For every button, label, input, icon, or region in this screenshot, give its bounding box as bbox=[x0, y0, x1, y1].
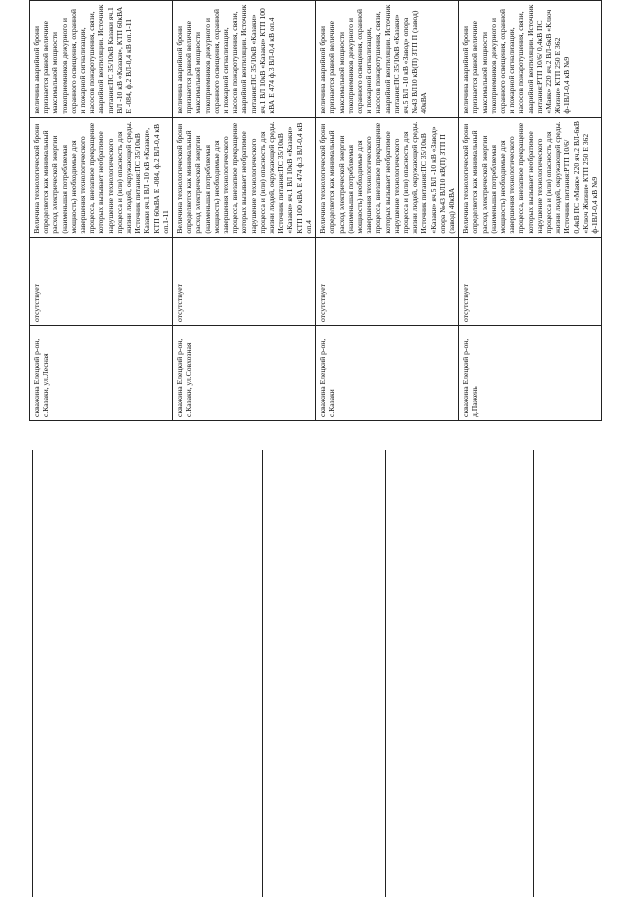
status-cell: отсутствует bbox=[316, 237, 459, 325]
technological-armor-cell: Величина технологической брони определяется как минимальный расход электрической энергии (наименьшая потребляемая мощность) необходимые для завершения технологического процесса, внезапное прекращение которых вызывает необратимое нарушение технологического процесса и (или) опасность для жизни людей, окружающей среды. Источник питания:ПС 35/10кВ «Казаки» яч.1 ВЛ 10кВ «Казаки» КТП 100 кВА Е 474 ф.3 ВЛ-0,4 кВ оп.4 bbox=[173, 117, 316, 237]
emergency-armor-cell: величина аварийной брони признается равной величине максимальной мощности токоприемников дежурного и охранного освещения, охранной и пожарной сигнализации, насосов пожаротушения, связи, аварийной вентиляции. Источник питания:ПС 35/10кВ «Казаки» яч.5 ВЛ -10 кВ «Завод» опора №43 ВЛ10 кВ(П) ЗТП П (завод) 40кВА bbox=[316, 1, 459, 118]
signature-line bbox=[533, 450, 534, 897]
table-row bbox=[316, 1, 459, 421]
signature-line bbox=[262, 450, 263, 897]
reservation-table bbox=[29, 0, 602, 421]
location-cell: скважина Елецкий р-он, с.Казаки, ул.Лесная bbox=[30, 326, 173, 421]
signature-line bbox=[32, 450, 33, 897]
table-row bbox=[30, 1, 173, 421]
emergency-armor-cell: величина аварийной брони признается равной величине максимальной мощности токоприемников дежурного и охранного освещения, охранной и пожарной сигнализации, насосов пожаротушения, связи, аварийной вентиляции. Источник питания:ПС 35/10кВ Казаки яч.1 ВЛ -10 кВ «Казаки», КТП 60кВА Е -084, ф.2 ВЛ-0,4 кВ оп.1-11 bbox=[30, 1, 173, 118]
status-cell: отсутствует bbox=[459, 237, 602, 325]
technological-armor-cell: Величина технологической брони определяется как минимальный расход электрической энергии (наименьшая потребляемая мощность) необходимые для завершения технологического процесса, внезапное прекращение которых вызывает необратимое нарушение технологического процесса и (или) опасность для жизни людей, окружающей среды. Источник питания:РТП 10/6/ 0,4кВ ПС «Маяк» 220 яч.2 ВЛ-6кВ «Ключ Жизни» КТП 250 Е 362 ф-1ВЛ-0,4 кВ №9 bbox=[459, 117, 602, 237]
status-cell: отсутствует bbox=[30, 237, 173, 325]
signature-line bbox=[385, 450, 386, 897]
emergency-armor-cell: величина аварийной брони признается равной величине максимальной мощности токоприемников дежурного и охранного освещения, охранной и пожарной сигнализации, насосов пожаротушения, связи, аварийной вентиляции. Источник питания:РТП 10/6/ 0,4кВ ПС «Маяк» 220 яч.2 ВЛ-6кВ «Ключ Жизни» КТП 250 Е 362 ф-1ВЛ-0,4 кВ №9 bbox=[459, 1, 602, 118]
table-row bbox=[173, 1, 316, 421]
location-cell: скважина Елецкий р-он, с.Казаки bbox=[316, 326, 459, 421]
location-cell: скважина Елецкий р-он, с.Казаки, ул.Совхозная bbox=[173, 326, 316, 421]
location-cell: скважина Елецкий р-он, д.Пажень bbox=[459, 326, 602, 421]
emergency-armor-cell: величина аварийной брони признается равной величине максимальной мощности токоприемников дежурного и охранного освещения, охранной и пожарной сигнализации, насосов пожаротушения, связи, аварийной вентиляции. Источник питания:ПС 35/10кВ «Казаки» яч.1 ВЛ 10кВ «Казаки» КТП 100 кВА Е 474 ф.3 ВЛ-0,4 кВ оп.4 bbox=[173, 1, 316, 118]
technological-armor-cell: Величина технологической брони определяется как минимальный расход электрической энергии (наименьшая потребляемая мощность) необходимые для завершения технологического процесса, внезапное прекращение которых вызывает необратимое нарушение технологического процесса и (или) опасность для жизни людей, окружающей среды. Источник питания:ПС 35/10кВ Казаки яч.1 ВЛ -10 кВ «Казаки», КТП 60кВА Е -084, ф.2 ВЛ-0,4 кВ оп.1-11 bbox=[30, 117, 173, 237]
technological-armor-cell: Величина технологической брони определяется как минимальный расход электрической энергии (наименьшая потребляемая мощность) необходимые для завершения технологического процесса, внезапное прекращение которых вызывает необратимое нарушение технологического процесса и (или) опасность для жизни людей, окружающей среды. Источник питания:ПС 35/10кВ «Казаки» яч.5 ВЛ -10 кВ «Завод» опора №43 ВЛ10 кВ(П) ЗТП П (завод) 40кВА bbox=[316, 117, 459, 237]
status-cell: отсутствует bbox=[173, 237, 316, 325]
table-row bbox=[459, 1, 602, 421]
